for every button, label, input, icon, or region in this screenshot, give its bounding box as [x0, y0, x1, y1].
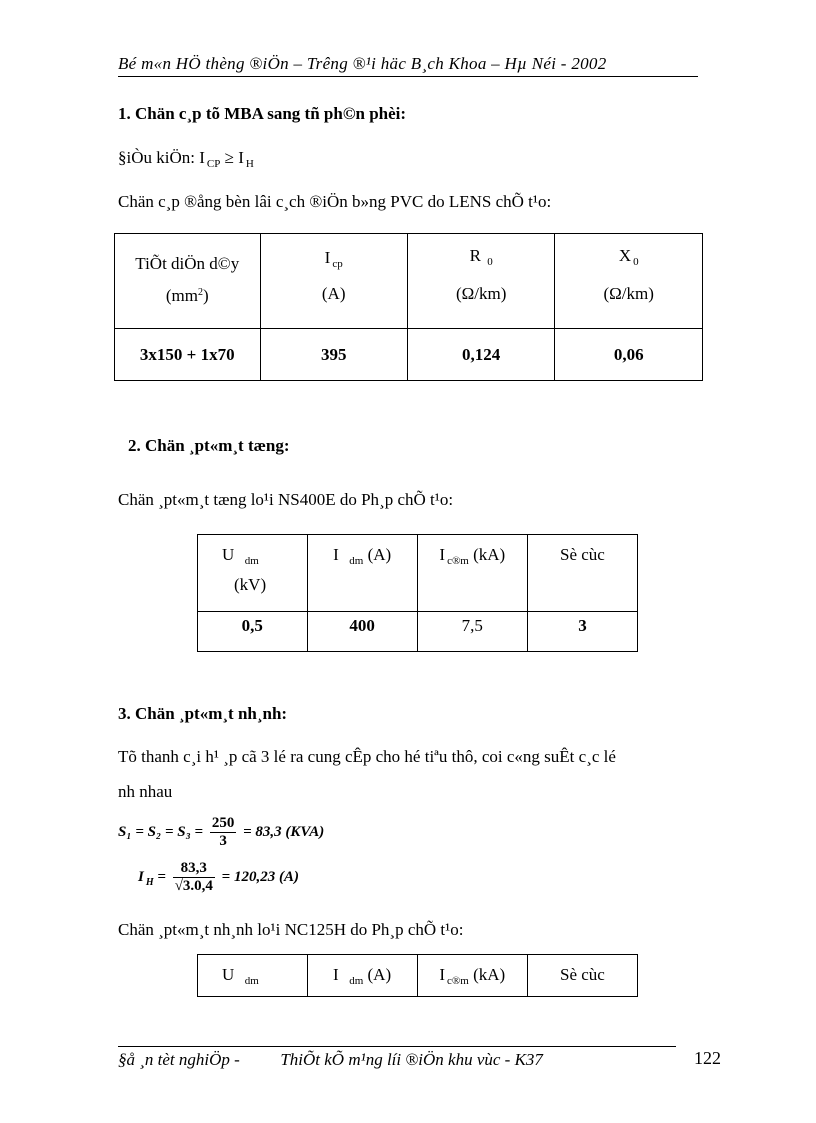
header-icp-symbol: I	[324, 248, 331, 267]
header-cross-section	[115, 234, 261, 329]
cell-cross-section: 3x150 + 1x70	[115, 329, 261, 381]
header-idm-symbol: I	[333, 545, 339, 564]
table-row	[115, 329, 703, 381]
cell-poles: 3	[527, 612, 637, 652]
section3-description2: Chän ¸pt«m¸t nh¸nh lo¹i NC125H do Ph¸p chÕ t¹o:	[118, 920, 464, 939]
section2-heading: 2. Chän ¸pt«m¸t tæng:	[128, 436, 290, 455]
formula-power	[118, 815, 324, 850]
formula-current-numerator: 83,3	[173, 860, 215, 878]
cell-udm: 0,5	[198, 612, 308, 652]
section1-description: Chän c¸p ®ång bèn lâi c¸ch ®iÖn b»ng PVC do LENS chÕ t¹o:	[118, 192, 552, 211]
formula-power-lhs: S₁ = S₂ = S₃ =	[118, 823, 204, 840]
table-row	[198, 612, 638, 652]
header-cross-section-line1: TiÕt diÖn d©y	[135, 254, 240, 273]
section3-heading: 3. Chän ¸pt«m¸t nh¸nh:	[118, 704, 288, 723]
footer-divider	[118, 1046, 676, 1047]
header-udm-symbol: U	[222, 545, 235, 564]
header-icdm	[417, 955, 527, 997]
branch-breaker-header	[198, 955, 638, 997]
header-idm-sub: dm	[349, 555, 364, 567]
header-divider	[118, 76, 698, 77]
section1-condition	[118, 148, 254, 168]
branch-breaker-table	[197, 954, 638, 997]
formula-current	[138, 860, 299, 895]
condition-text: §iÒu kiÖn: I	[118, 148, 205, 167]
header-icp-sub: cp	[332, 258, 343, 270]
header-idm-sub: dm	[349, 975, 364, 987]
header-poles	[527, 955, 637, 997]
formula-current-lhs-sub: H	[145, 876, 154, 888]
header-icdm-sub: c®m	[447, 975, 469, 987]
header-x0-unit: (Ω/km)	[603, 284, 654, 303]
header-icdm-unit: (kA)	[468, 545, 506, 564]
page-number: 122	[694, 1048, 721, 1068]
cell-x0: 0,06	[555, 329, 703, 381]
cell-icp: 395	[260, 329, 407, 381]
section3-description-line1: Tõ thanh c¸i h¹ ¸p cã 3 lé ra cung cÊp cho hé tiªu thô, coi c«ng suÊt c¸c lé	[118, 747, 616, 766]
header-udm-sub: dm	[244, 555, 259, 567]
header-idm	[307, 955, 417, 997]
formula-power-rhs: = 83,3 (KVA)	[243, 823, 325, 840]
header-poles-text: Sè cùc	[560, 965, 605, 984]
header-x0-symbol: X	[618, 246, 632, 265]
formula-current-denominator: √3.0,4	[174, 878, 213, 894]
header-udm	[198, 955, 308, 997]
cell-idm: 400	[307, 612, 417, 652]
header-cross-section-sup: 2	[197, 287, 203, 298]
formula-power-numerator: 250	[211, 815, 235, 831]
header-x0-sub: 0	[633, 256, 639, 268]
header-icp	[260, 234, 407, 329]
header-idm-unit: (A)	[363, 965, 392, 984]
page-footer	[118, 1050, 543, 1070]
cell-icdm: 7,5	[417, 612, 527, 652]
header-x0	[555, 234, 703, 329]
header-poles-text: Sè cùc	[560, 545, 605, 564]
formula-current-lhs: I	[138, 868, 144, 885]
condition-sub-cp: CP	[206, 158, 221, 170]
header-icdm-sub: c®m	[447, 555, 469, 567]
header-icdm-symbol: I	[439, 545, 446, 564]
formula-power-denominator: 3	[219, 833, 227, 849]
formula-current-eq: =	[157, 868, 166, 885]
header-r0-unit: (Ω/km)	[455, 284, 507, 303]
header-cross-section-unit: (mm	[165, 286, 198, 305]
cable-table	[114, 233, 703, 381]
header-icdm-symbol: I	[439, 965, 446, 984]
formula-current-fraction	[173, 860, 215, 895]
formula-current-rhs: = 120,23 (A)	[221, 868, 299, 885]
condition-sub-h: H	[245, 158, 254, 170]
header-icdm	[417, 535, 527, 612]
condition-text-mid: ≥ I	[220, 148, 244, 167]
header-idm	[307, 535, 417, 612]
header-r0-symbol: R	[469, 246, 481, 265]
header-idm-symbol: I	[333, 965, 339, 984]
header-icdm-unit: (kA)	[468, 965, 506, 984]
main-breaker-header	[198, 535, 638, 612]
header-poles	[527, 535, 637, 612]
section3-description-line2: nh nhau	[118, 782, 173, 801]
footer-right-text: ThiÕt kÕ m¹ng líi ®iÖn khu vùc - K37	[280, 1050, 543, 1069]
formula-power-fraction	[210, 815, 237, 850]
section1-heading: 1. Chän c¸p tõ MBA sang tñ ph©n phèi:	[118, 104, 407, 123]
main-breaker-table	[197, 534, 638, 652]
footer-left-text: §å ¸n tèt nghiÖp -	[118, 1050, 240, 1069]
section2-description: Chän ¸pt«m¸t tæng lo¹i NS400E do Ph¸p chÕ t¹o:	[118, 490, 454, 509]
header-udm	[198, 535, 308, 612]
cable-table-header	[115, 234, 703, 329]
header-r0	[407, 234, 555, 329]
header-udm-unit: (kV)	[234, 575, 267, 594]
page-header: Bé m«n HÖ thèng ®iÖn – Trêng ®¹i häc B¸ch Khoa – Hµ Néi - 2002	[118, 54, 607, 73]
header-udm-symbol: U	[222, 965, 235, 984]
header-idm-unit: (A)	[363, 545, 392, 564]
cell-r0: 0,124	[407, 329, 555, 381]
header-udm-sub: dm	[244, 975, 259, 987]
header-cross-section-close: )	[202, 286, 209, 305]
header-icp-unit: (A)	[321, 284, 346, 303]
header-r0-sub: 0	[487, 256, 493, 268]
